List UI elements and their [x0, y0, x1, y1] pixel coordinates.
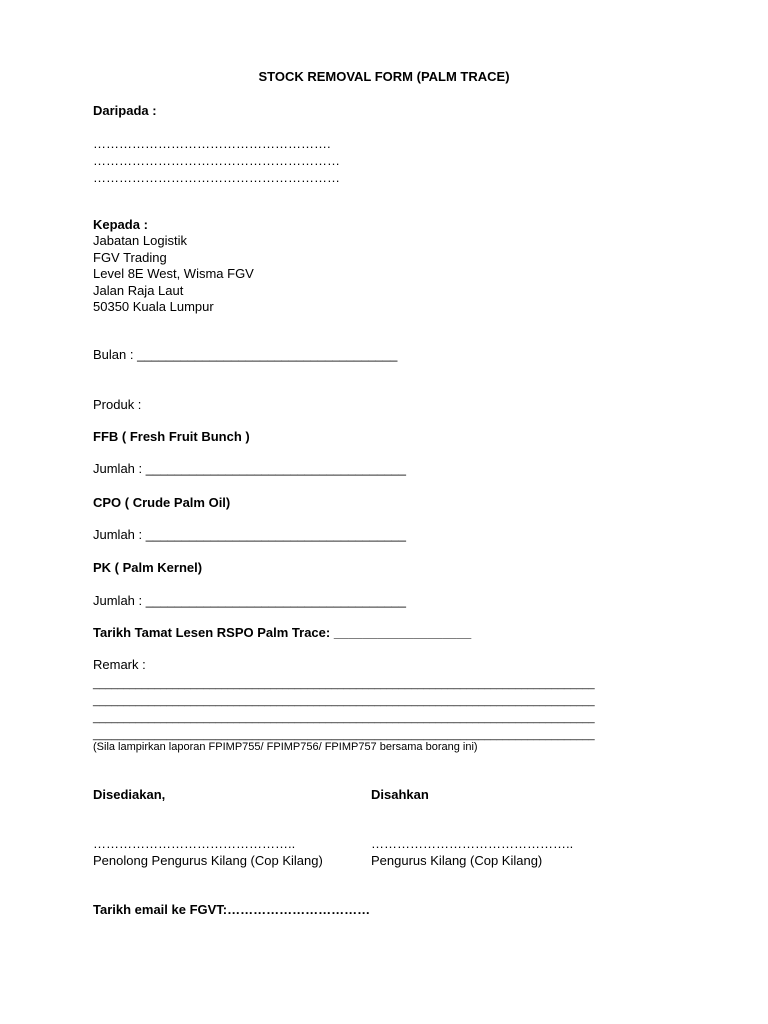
product-pk: PK ( Palm Kernel): [93, 560, 203, 575]
address-line-5: 50350 Kuala Lumpur: [93, 299, 214, 314]
license-expiry: Tarikh Tamat Lesen RSPO Palm Trace: ___________________: [93, 625, 472, 640]
product-cpo: CPO ( Crude Palm Oil): [93, 495, 231, 510]
qty-pk: Jumlah : ____________________________________: [93, 593, 407, 608]
approved-role: Pengurus Kilang (Cop Kilang): [371, 853, 543, 868]
approved-label: Disahkan: [371, 787, 429, 802]
from-label: Daripada :: [93, 103, 157, 118]
address-line-2: FGV Trading: [93, 250, 167, 265]
prepared-role: Penolong Pengurus Kilang (Cop Kilang): [93, 853, 323, 868]
remark-line-2: __________________________________________________________________________________: [93, 695, 595, 707]
from-line-3: …………………………………………………: [93, 170, 340, 185]
attachment-note: (Sila lampirkan laporan FPIMP755/ FPIMP756/ FPIMP757 bersama borang ini): [93, 741, 478, 753]
form-title: STOCK REMOVAL FORM (PALM TRACE): [258, 69, 510, 84]
product-label: Produk :: [93, 397, 142, 412]
qty-cpo: Jumlah : ____________________________________: [93, 527, 407, 542]
remark-line-1: __________________________________________________________________________________: [93, 678, 595, 690]
address-line-4: Jalan Raja Laut: [93, 283, 184, 298]
qty-ffb: Jumlah : ____________________________________: [93, 461, 407, 476]
prepared-label: Disediakan,: [93, 787, 166, 802]
from-line-2: …………………………………………………: [93, 153, 340, 168]
to-label: Kepada :: [93, 217, 148, 232]
remark-line-3: __________________________________________________________________________________: [93, 712, 595, 724]
month-field: Bulan : ____________________________________: [93, 347, 398, 362]
remark-label: Remark :: [93, 657, 146, 672]
remark-line-4: __________________________________________________________________________________: [93, 729, 595, 741]
address-line-3: Level 8E West, Wisma FGV: [93, 266, 254, 281]
email-date: Tarikh email ke FGVT:……………………………: [93, 902, 371, 917]
address-line-1: Jabatan Logistik: [93, 233, 187, 248]
from-line-1: ……………………………………………….: [93, 136, 331, 151]
prepared-signature-line: ………………………………………..: [93, 836, 296, 851]
approved-signature-line: ………………………………………..: [371, 836, 574, 851]
product-ffb: FFB ( Fresh Fruit Bunch ): [93, 429, 250, 444]
